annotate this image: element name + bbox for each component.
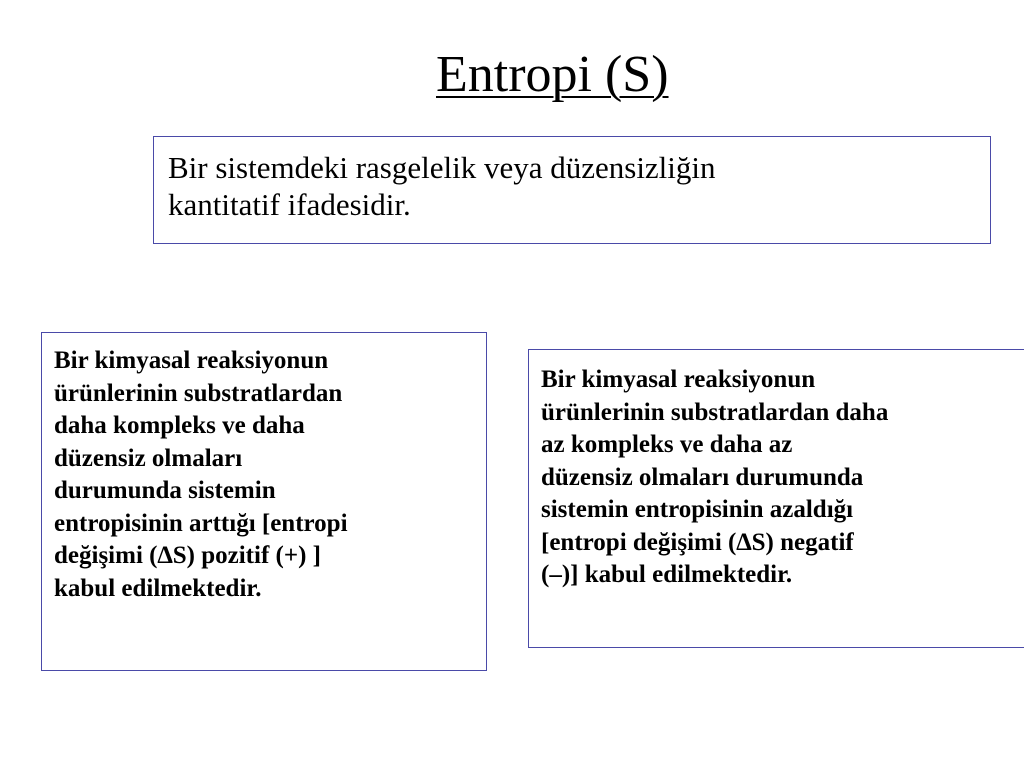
positive-entropy-line: daha kompleks ve daha: [54, 412, 305, 439]
slide-title: Entropi (S): [436, 46, 669, 103]
positive-entropy-line: değişimi (∆S) pozitif (+) ]: [54, 542, 322, 569]
negative-entropy-line: az kompleks ve daha az: [541, 431, 793, 458]
definition-line: kantitatif ifadesidir.: [168, 187, 411, 223]
negative-entropy-line: ürünlerinin substratlardan daha: [541, 398, 889, 426]
positive-entropy-line: ürünlerinin substratlardan: [54, 379, 343, 407]
negative-entropy-line: sistemin entropisinin azaldığı: [541, 496, 854, 523]
positive-entropy-line: Bir kimyasal reaksiyonun: [54, 347, 329, 374]
positive-entropy-line: durumunda sistemin: [54, 477, 276, 504]
positive-entropy-line: entropisinin arttığı [entropi: [54, 509, 348, 537]
positive-entropy-line: kabul edilmektedir.: [54, 574, 262, 602]
negative-entropy-box: [528, 349, 1024, 648]
negative-entropy-line: Bir kimyasal reaksiyonun: [541, 366, 816, 393]
negative-entropy-line: düzensiz olmaları durumunda: [541, 463, 864, 491]
positive-entropy-box: [41, 332, 487, 671]
definition-box: [153, 136, 991, 244]
negative-entropy-line: [entropi değişimi (∆S) negatif: [541, 528, 854, 556]
definition-line: Bir sistemdeki rasgelelik veya düzensizliğin: [168, 150, 716, 185]
negative-entropy-line: (–)] kabul edilmektedir.: [541, 561, 793, 588]
positive-entropy-line: düzensiz olmaları: [54, 444, 243, 472]
